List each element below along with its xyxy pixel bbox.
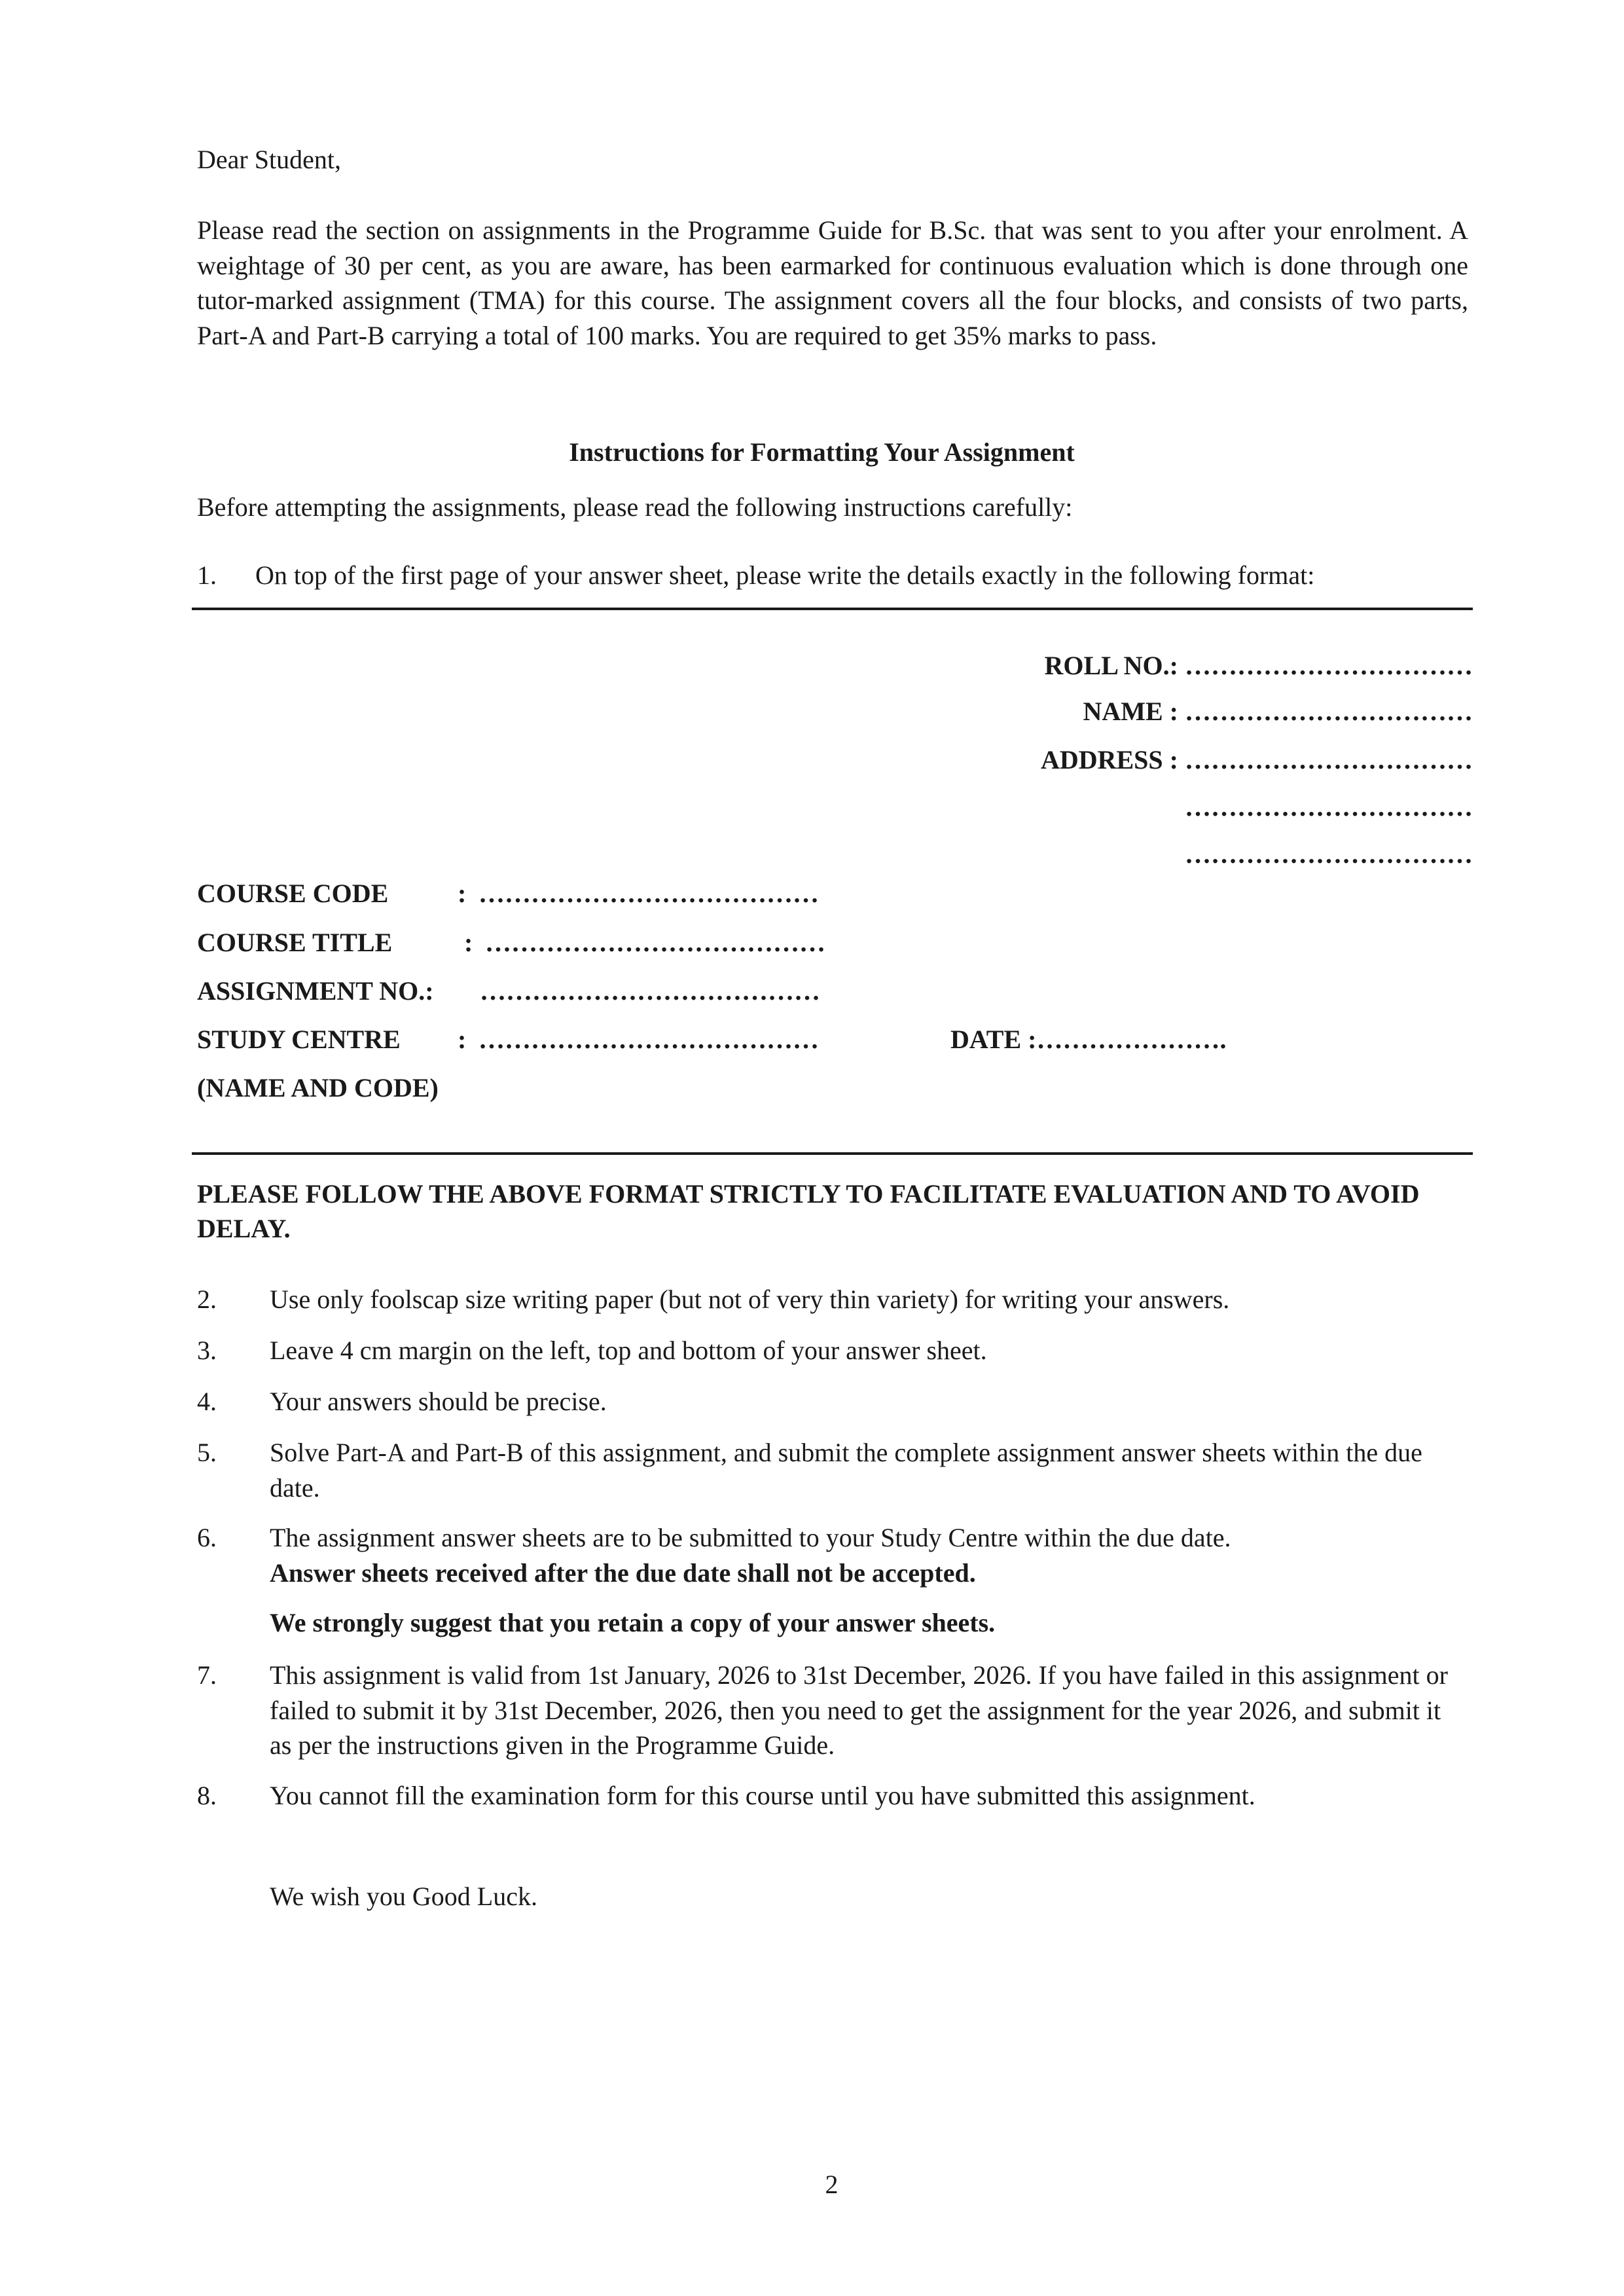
- item-number: 2.: [197, 1285, 217, 1314]
- course-code-label: COURSE CODE: [197, 879, 389, 908]
- item-text: Your answers should be precise.: [270, 1387, 607, 1416]
- item-text: On top of the first page of your answer sheet, please write the details exactly in the following format:: [255, 560, 1315, 590]
- item-number: 6.: [197, 1523, 217, 1552]
- address-field: ADDRESS : ……………………………: [1040, 745, 1473, 774]
- item-number: 8.: [197, 1781, 217, 1810]
- course-title-row: [197, 925, 825, 960]
- late-submission-warning: Answer sheets received after the due date shall not be accepted.: [270, 1558, 976, 1588]
- dots: …………………………………: [480, 976, 820, 1006]
- instructions-heading: Instructions for Formatting Your Assignment: [569, 437, 1075, 467]
- course-code-row: [197, 876, 819, 911]
- item-text: You cannot fill the examination form for this course until you have submitted this assignment.: [270, 1781, 1255, 1810]
- follow-notice: PLEASE FOLLOW THE ABOVE FORMAT STRICTLY TO FACILITATE EVALUATION AND TO AVOID DELAY.: [197, 1179, 1420, 1243]
- assignment-no-label: ASSIGNMENT NO.:: [197, 976, 434, 1006]
- assignment-no-row: [197, 974, 820, 1009]
- item-text: Use only foolscap size writing paper (but not of very thin variety) for writing your answers.: [270, 1285, 1230, 1314]
- item-text: Solve Part-A and Part-B of this assignment, and submit the complete assignment answer sheets within the due date.: [270, 1438, 1422, 1503]
- item-number: 5.: [197, 1438, 217, 1467]
- dots: …………………………………: [478, 1025, 819, 1054]
- course-title-label: COURSE TITLE: [197, 928, 393, 957]
- closing: We wish you Good Luck.: [270, 1882, 537, 1911]
- study-centre-label: STUDY CENTRE: [197, 1025, 401, 1054]
- study-centre-row: [197, 1022, 819, 1057]
- page-number: 2: [825, 2170, 839, 2199]
- divider-bottom: [192, 1152, 1473, 1155]
- dots: …………………………………: [485, 928, 825, 957]
- item-number: 7.: [197, 1660, 217, 1690]
- intro-paragraph: Please read the section on assignments in the Programme Guide for B.Sc. that was sent to you after your enrolment. A weightage of 30 per cent, as you are aware, has been earmarked for continuous evaluation which is done through one tutor-marked assignment (TMA) for this course. The assignment covers all the four blocks, and consists of two parts, Part-A and Part-B carrying a total of 100 marks. You are required to get 35% marks to pass.: [197, 215, 1468, 350]
- dots: …………………………………: [478, 879, 819, 908]
- greeting: Dear Student,: [197, 145, 341, 174]
- item-text: The assignment answer sheets are to be submitted to your Study Centre within the due date.: [270, 1523, 1231, 1552]
- colon: :: [458, 1025, 467, 1054]
- address-line-2: ……………………………: [1185, 792, 1473, 822]
- address-line-3: ……………………………: [1185, 839, 1473, 869]
- roll-no-field: ROLL NO.: ……………………………: [1044, 651, 1473, 680]
- date-field: DATE :………………….: [950, 1025, 1227, 1054]
- colon: :: [458, 879, 467, 908]
- item-text: Leave 4 cm margin on the left, top and bottom of your answer sheet.: [270, 1336, 987, 1365]
- instructions-lead: Before attempting the assignments, please read the following instructions carefully:: [197, 492, 1073, 522]
- name-and-code-label: (NAME AND CODE): [197, 1073, 439, 1102]
- colon: :: [464, 928, 473, 957]
- retain-copy-note: We strongly suggest that you retain a copy of your answer sheets.: [270, 1608, 996, 1637]
- item-number: 1.: [197, 560, 217, 590]
- item-number: 4.: [197, 1387, 217, 1416]
- item-number: 3.: [197, 1336, 217, 1365]
- divider-top: [192, 608, 1473, 610]
- item-text: This assignment is valid from 1st January, 2026 to 31st December, 2026. If you have failed in this assignment or failed to submit it by 31st December, 2026, then you need to get the assignment for the year 2026, and submit it as per the instructions given in the Programme Guide.: [270, 1660, 1448, 1760]
- name-field: NAME : ……………………………: [1083, 697, 1473, 726]
